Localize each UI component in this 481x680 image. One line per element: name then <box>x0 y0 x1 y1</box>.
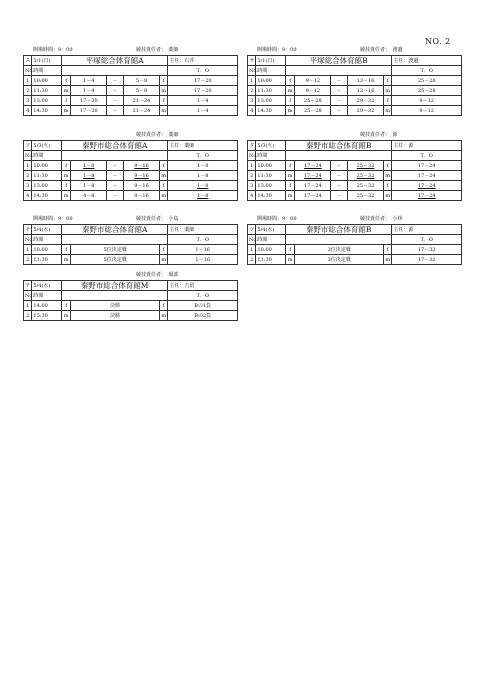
page-number: NO. 2 <box>425 37 451 46</box>
official-gender: m <box>385 107 391 114</box>
table-official: Bの2負 <box>168 311 238 321</box>
row-number: 1 <box>24 301 32 311</box>
match-block <box>23 131 238 201</box>
no-header: No. <box>25 236 34 243</box>
table-official: 17－32 <box>392 255 462 265</box>
blank-header <box>285 66 391 76</box>
court-code: ソ <box>25 142 31 149</box>
gender-code: m <box>61 311 70 321</box>
match-time: 13:00 <box>256 181 286 191</box>
versus-dash: － <box>107 161 124 171</box>
gender-code: f <box>61 76 70 86</box>
table-row <box>24 161 238 171</box>
to-header: T．O <box>392 66 462 76</box>
team-range-1: 9－12 <box>295 86 331 96</box>
team-range-1: 17－20 <box>71 96 107 106</box>
start-time-label: 開場時間：9：00 <box>257 47 297 53</box>
time-header: 時間 <box>256 66 286 76</box>
chief-label: 主任：渡邊 <box>392 56 462 66</box>
match-block <box>23 271 238 321</box>
blank-header <box>61 151 167 161</box>
match-time: 10:00 <box>256 161 286 171</box>
responsible-label: 競技責任者： 堀部 <box>136 272 179 278</box>
table-official: 1－8 <box>168 161 238 171</box>
table-official: 1－8 <box>168 181 238 191</box>
row-number: 3 <box>24 96 32 106</box>
match-time: 14:30 <box>32 106 62 116</box>
match-table <box>23 280 238 321</box>
team-range-1: 17－24 <box>295 161 331 171</box>
team-range-2: 25－32 <box>348 161 384 171</box>
court-code: テ <box>25 282 31 289</box>
table-official: 9－12 <box>392 96 462 106</box>
match-table <box>23 224 238 265</box>
official-gender: f <box>383 96 391 106</box>
row-number: 2 <box>248 86 256 96</box>
blank-header <box>61 66 167 76</box>
team-range-2: 13－16 <box>348 86 384 96</box>
official-gender: m <box>161 192 167 199</box>
row-number: 1 <box>24 161 32 171</box>
official-gender: f <box>159 96 167 106</box>
versus-dash: － <box>107 86 124 96</box>
team-range-2: 25－32 <box>348 171 384 181</box>
match-time: 15:30 <box>32 311 62 321</box>
team-range-2: 29－32 <box>348 106 384 116</box>
table-row <box>24 311 238 321</box>
versus-dash: － <box>331 106 348 116</box>
gender-code: f <box>285 181 294 191</box>
match-table <box>23 55 238 116</box>
match-time: 10:00 <box>32 245 62 255</box>
match-time: 14:30 <box>256 191 286 201</box>
to-header: T．O <box>168 151 238 161</box>
row-number: 1 <box>248 161 256 171</box>
gender-code: m <box>61 86 70 96</box>
official-gender: f <box>383 181 391 191</box>
column-header-row <box>248 66 462 76</box>
match-description: 3位決定戦 <box>295 245 384 255</box>
match-time: 11:30 <box>32 86 62 96</box>
gender-code: m <box>285 171 294 181</box>
team-range-2: 9－16 <box>124 161 160 171</box>
match-time: 10:00 <box>256 245 286 255</box>
row-number: 4 <box>24 106 32 116</box>
blank-header <box>285 151 391 161</box>
table-official: 1－4 <box>168 96 238 106</box>
to-header: T．O <box>168 235 238 245</box>
venue-row <box>24 281 238 291</box>
versus-dash: － <box>331 181 348 191</box>
column-header-row <box>24 66 238 76</box>
match-time: 11:30 <box>256 86 286 96</box>
gender-code: m <box>61 106 70 116</box>
team-range-1: 1－4 <box>71 86 107 96</box>
match-date: 5/4(水) <box>32 281 62 291</box>
responsible-label: 競技責任者： 小林 <box>360 216 403 222</box>
gender-code: f <box>285 96 294 106</box>
team-range-2: 9－16 <box>124 181 160 191</box>
team-range-2: 9－16 <box>124 191 160 201</box>
team-range-1: 17－24 <box>295 181 331 191</box>
time-header: 時間 <box>32 151 62 161</box>
blank-header <box>61 291 167 301</box>
blank-header <box>61 235 167 245</box>
table-row <box>248 245 462 255</box>
table-official: 1－8 <box>168 171 238 181</box>
gender-code: f <box>285 161 294 171</box>
to-header: T．O <box>168 291 238 301</box>
match-block <box>247 215 462 265</box>
chief-label: 主任：源 <box>392 225 462 235</box>
block-header <box>247 131 462 140</box>
official-gender: f <box>159 181 167 191</box>
match-time: 11:30 <box>256 171 286 181</box>
time-header: 時間 <box>256 151 286 161</box>
table-row <box>248 96 462 106</box>
no-header: No. <box>249 67 258 74</box>
chief-label: 主任：石井 <box>168 56 238 66</box>
official-gender: f <box>159 76 167 86</box>
team-range-1: 4－8 <box>71 191 107 201</box>
to-header: T．O <box>392 151 462 161</box>
table-official: Bの1負 <box>168 301 238 311</box>
no-header: No. <box>249 152 258 159</box>
team-range-1: 1－8 <box>71 171 107 181</box>
gender-code: f <box>61 161 70 171</box>
table-row <box>24 301 238 311</box>
gender-code: f <box>61 245 70 255</box>
match-description: 5位決定戦 <box>71 255 160 265</box>
versus-dash: － <box>107 96 124 106</box>
row-number: 2 <box>248 255 256 265</box>
gender-code: m <box>285 255 294 265</box>
team-range-2: 21－24 <box>124 106 160 116</box>
block-header <box>23 215 238 224</box>
match-time: 11:30 <box>32 171 62 181</box>
match-time: 10:00 <box>32 161 62 171</box>
chief-label: 主任：薬師 <box>168 225 238 235</box>
table-official: 17－32 <box>392 245 462 255</box>
match-time: 13:00 <box>256 96 286 106</box>
versus-dash: － <box>107 181 124 191</box>
row-number: 1 <box>248 76 256 86</box>
table-row <box>24 106 238 116</box>
start-time-label: 開場時間：9：00 <box>257 216 297 222</box>
versus-dash: － <box>107 106 124 116</box>
venue-row <box>24 225 238 235</box>
table-official: 17－24 <box>392 191 462 201</box>
match-time: 13:00 <box>32 181 62 191</box>
row-number: 3 <box>24 181 32 191</box>
column-header-row <box>248 235 462 245</box>
venue-name: 秦野市総合体育館M <box>61 281 167 291</box>
official-gender: m <box>385 192 391 199</box>
match-description: 決勝 <box>71 301 160 311</box>
venue-name: 秦野市総合体育館A <box>61 225 167 235</box>
match-time: 10:00 <box>32 76 62 86</box>
official-gender: f <box>383 76 391 86</box>
row-number: 2 <box>24 311 32 321</box>
to-header: T．O <box>392 235 462 245</box>
venue-name: 秦野市総合体育館B <box>285 141 391 151</box>
versus-dash: － <box>331 96 348 106</box>
table-official: 25－28 <box>392 86 462 96</box>
match-table <box>247 140 462 201</box>
table-official: 25－28 <box>392 76 462 86</box>
court-code: ス <box>25 57 31 64</box>
gender-code: f <box>61 181 70 191</box>
row-number: 4 <box>248 106 256 116</box>
row-number: 1 <box>24 245 32 255</box>
official-gender: m <box>385 172 391 179</box>
table-official: 1－16 <box>168 245 238 255</box>
table-official: 17－24 <box>392 161 462 171</box>
responsible-label: 競技責任者： 源 <box>360 132 398 138</box>
match-block <box>23 215 238 265</box>
match-time: 14:00 <box>32 301 62 311</box>
gender-code: f <box>61 96 70 106</box>
row-number: 2 <box>24 86 32 96</box>
team-range-1: 25－28 <box>295 96 331 106</box>
time-header: 時間 <box>32 235 62 245</box>
table-official: 17－20 <box>168 76 238 86</box>
column-header-row <box>24 235 238 245</box>
versus-dash: － <box>331 161 348 171</box>
table-row <box>24 191 238 201</box>
match-block <box>23 46 238 116</box>
team-range-1: 1－4 <box>71 76 107 86</box>
row-number: 2 <box>248 171 256 181</box>
versus-dash: － <box>331 76 348 86</box>
official-gender: m <box>161 87 167 94</box>
block-header <box>23 131 238 140</box>
block-header <box>247 46 462 55</box>
team-range-1: 25－28 <box>295 106 331 116</box>
match-table <box>23 140 238 201</box>
match-date: 5/3(火) <box>32 141 62 151</box>
time-header: 時間 <box>32 66 62 76</box>
responsible-label: 競技責任者： 薬師 <box>136 47 179 53</box>
table-official: 17－24 <box>392 181 462 191</box>
venue-row <box>248 225 462 235</box>
gender-code: m <box>61 171 70 181</box>
table-row <box>248 255 462 265</box>
row-number: 3 <box>248 96 256 106</box>
table-row <box>24 96 238 106</box>
venue-name: 秦野市総合体育館A <box>61 141 167 151</box>
responsible-label: 競技責任者： 渡邊 <box>360 47 403 53</box>
match-time: 10:00 <box>256 76 286 86</box>
court-code: タ <box>249 142 255 149</box>
match-block <box>247 46 462 116</box>
team-range-1: 9－12 <box>295 76 331 86</box>
match-time: 11:30 <box>256 255 286 265</box>
chief-label: 主任：源 <box>392 141 462 151</box>
chief-label: 主任：吉留 <box>168 281 238 291</box>
team-range-2: 21－24 <box>124 96 160 106</box>
row-number: 2 <box>24 171 32 181</box>
column-header-row <box>24 291 238 301</box>
gender-code: f <box>285 245 294 255</box>
venue-name: 平塚総合体育館B <box>285 56 391 66</box>
versus-dash: － <box>331 191 348 201</box>
time-header: 時間 <box>256 235 286 245</box>
team-range-2: 25－32 <box>348 191 384 201</box>
team-range-2: 25－32 <box>348 181 384 191</box>
table-row <box>24 181 238 191</box>
block-header <box>23 271 238 280</box>
match-time: 11:30 <box>32 255 62 265</box>
team-range-2: 29－32 <box>348 96 384 106</box>
team-range-2: 9－16 <box>124 171 160 181</box>
no-header: No. <box>249 236 258 243</box>
versus-dash: － <box>107 76 124 86</box>
table-row <box>24 255 238 265</box>
court-code: ツ <box>249 226 255 233</box>
table-row <box>248 86 462 96</box>
venue-row <box>248 141 462 151</box>
gender-code: m <box>285 106 294 116</box>
block-header <box>23 46 238 55</box>
table-row <box>24 86 238 96</box>
official-gender: m <box>385 87 391 94</box>
row-number: 1 <box>24 76 32 86</box>
match-date: 5/1(日) <box>32 56 62 66</box>
gender-code: m <box>285 191 294 201</box>
table-row <box>248 106 462 116</box>
match-time: 14:30 <box>32 191 62 201</box>
match-block <box>247 131 462 201</box>
versus-dash: － <box>331 171 348 181</box>
team-range-1: 17－24 <box>295 171 331 181</box>
table-row <box>24 245 238 255</box>
to-header: T．O <box>168 66 238 76</box>
team-range-1: 1－8 <box>71 161 107 171</box>
table-row <box>248 171 462 181</box>
match-date: 5/1(日) <box>256 56 286 66</box>
team-range-2: 5－8 <box>124 86 160 96</box>
match-date: 5/4(水) <box>32 225 62 235</box>
blank-header <box>285 235 391 245</box>
match-description: 決勝 <box>71 311 160 321</box>
row-number: 3 <box>248 181 256 191</box>
block-header <box>247 215 462 224</box>
match-time: 13:00 <box>32 96 62 106</box>
table-official: 9－12 <box>392 106 462 116</box>
table-official: 1－4 <box>168 106 238 116</box>
no-header: No. <box>25 67 34 74</box>
versus-dash: － <box>331 86 348 96</box>
venue-name: 平塚総合体育館A <box>61 56 167 66</box>
gender-code: m <box>285 86 294 96</box>
table-official: 17－24 <box>392 171 462 181</box>
match-date: 5/4(水) <box>256 225 286 235</box>
official-gender: f <box>383 245 391 255</box>
time-header: 時間 <box>32 291 62 301</box>
official-gender: m <box>161 312 167 319</box>
official-gender: f <box>383 161 391 171</box>
gender-code: f <box>61 301 70 311</box>
start-time-label: 開場時間：9：00 <box>33 47 73 53</box>
no-header: No. <box>25 292 34 299</box>
team-range-1: 17－24 <box>295 191 331 201</box>
team-range-2: 5－8 <box>124 76 160 86</box>
match-time: 14:30 <box>256 106 286 116</box>
table-row <box>248 191 462 201</box>
table-row <box>248 76 462 86</box>
official-gender: m <box>161 256 167 263</box>
court-code: サ <box>249 57 255 64</box>
team-range-2: 13－16 <box>348 76 384 86</box>
gender-code: f <box>285 76 294 86</box>
official-gender: m <box>161 107 167 114</box>
column-header-row <box>24 151 238 161</box>
row-number: 2 <box>24 255 32 265</box>
venue-row <box>24 141 238 151</box>
versus-dash: － <box>107 191 124 201</box>
chief-label: 主任：薬師 <box>168 141 238 151</box>
no-header: No. <box>25 152 34 159</box>
responsible-label: 競技責任者： 小島 <box>136 216 179 222</box>
team-range-1: 17－20 <box>71 106 107 116</box>
table-row <box>24 171 238 181</box>
match-description: 3位決定戦 <box>295 255 384 265</box>
match-table <box>247 224 462 265</box>
row-number: 4 <box>24 191 32 201</box>
table-official: 1－8 <box>168 191 238 201</box>
table-row <box>248 161 462 171</box>
versus-dash: － <box>107 171 124 181</box>
official-gender: f <box>159 161 167 171</box>
official-gender: m <box>161 172 167 179</box>
table-row <box>24 76 238 86</box>
responsible-label: 競技責任者： 薬師 <box>136 132 179 138</box>
venue-name: 秦野市総合体育館B <box>285 225 391 235</box>
start-time-label: 開場時間：9：00 <box>33 216 73 222</box>
gender-code: m <box>61 255 70 265</box>
match-date: 5/3(火) <box>256 141 286 151</box>
column-header-row <box>248 151 462 161</box>
match-description: 5位決定戦 <box>71 245 160 255</box>
gender-code: m <box>61 191 70 201</box>
official-gender: m <box>385 256 391 263</box>
team-range-1: 1－8 <box>71 181 107 191</box>
table-official: 17－20 <box>168 86 238 96</box>
venue-row <box>24 56 238 66</box>
court-code: チ <box>25 226 31 233</box>
official-gender: f <box>159 245 167 255</box>
official-gender: f <box>159 301 167 311</box>
match-table <box>247 55 462 116</box>
row-number: 1 <box>248 245 256 255</box>
table-official: 1－16 <box>168 255 238 265</box>
table-row <box>248 181 462 191</box>
row-number: 4 <box>248 191 256 201</box>
venue-row <box>248 56 462 66</box>
